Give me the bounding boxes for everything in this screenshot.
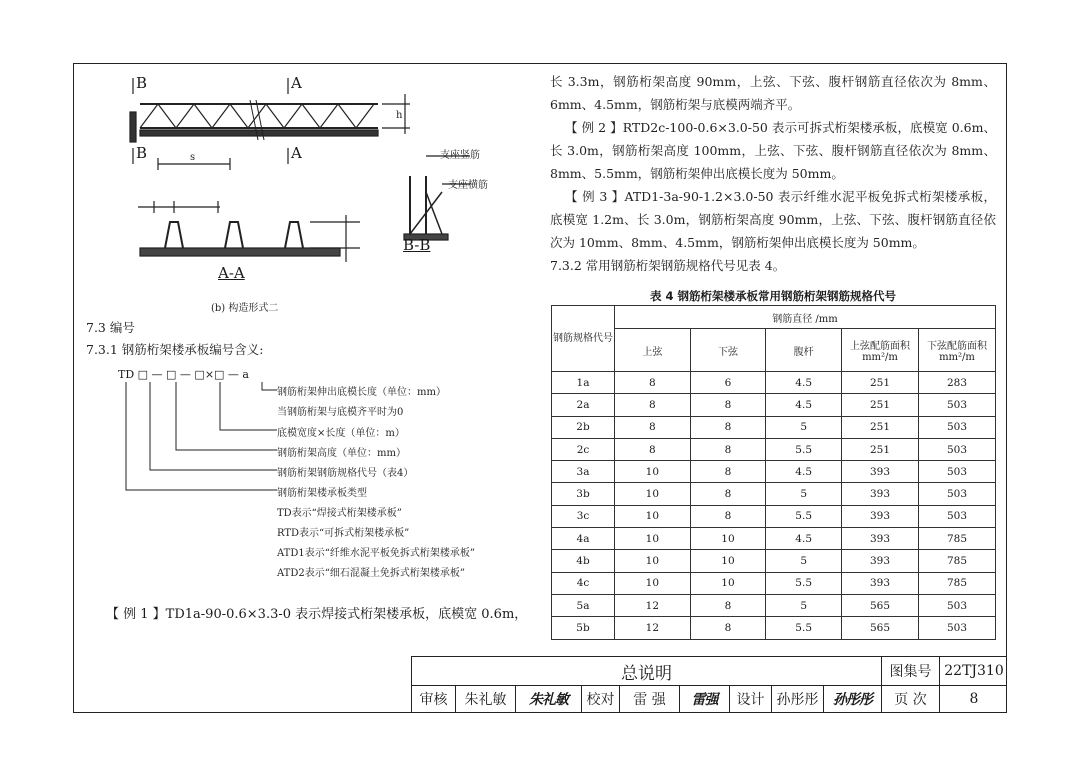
- table-row: [552, 372, 996, 394]
- h-dimension-label: h: [396, 110, 403, 121]
- table-cell: 3a: [552, 461, 615, 483]
- table-cell: 4.5: [766, 461, 842, 483]
- table-cell: 5.5: [766, 572, 842, 594]
- header-diameter: 钢筋直径 /mm: [615, 306, 996, 329]
- table-cell: 4b: [552, 550, 615, 572]
- table-cell: 8: [690, 483, 766, 505]
- table-cell: 10: [690, 550, 766, 572]
- table-cell: 503: [919, 461, 996, 483]
- table-cell: 5a: [552, 594, 615, 616]
- table-cell: 503: [919, 416, 996, 438]
- page-label: 页 次: [882, 685, 940, 713]
- table-cell: 503: [919, 438, 996, 460]
- header-bottom-chord: 下弦: [690, 329, 766, 372]
- figure-caption: (b) 构造形式二: [211, 303, 279, 314]
- section-aa-label: A-A: [218, 264, 245, 282]
- table-cell: 3c: [552, 505, 615, 527]
- check-label: 校对: [582, 685, 620, 713]
- table-cell: 8: [690, 394, 766, 416]
- drawing-title: 总说明: [412, 657, 882, 685]
- legend-item: 钢筋桁架高度（单位：mm）: [277, 448, 406, 459]
- atlas-number: 22TJ310: [944, 663, 1004, 679]
- reviewer-name: 朱礼敏: [456, 685, 516, 713]
- table-caption: 表 4 钢筋桁架楼承板常用钢筋桁架钢筋规格代号: [649, 289, 896, 303]
- table-cell: 10: [615, 505, 691, 527]
- header-code: 钢筋规格代号: [552, 306, 615, 372]
- checker-name: 雷 强: [620, 685, 680, 713]
- table-cell: 5: [766, 594, 842, 616]
- table-row: [552, 461, 996, 483]
- legend-item: ATD1表示“纤维水泥平板免拆式桁架楼承板”: [277, 548, 475, 559]
- table-cell: 393: [842, 505, 919, 527]
- table-cell: 12: [615, 617, 691, 639]
- table-cell: 2b: [552, 416, 615, 438]
- paragraph: 7.3.2 常用钢筋桁架钢筋规格代号见表 4。: [550, 258, 786, 273]
- paragraph: 长 3.3m，钢筋桁架高度 90mm，上弦、下弦、腹杆钢筋直径依次为 8mm、6mm、4.5mm，钢筋桁架与底模两端齐平。: [550, 74, 996, 112]
- header-top-chord: 上弦: [615, 329, 691, 372]
- support-horizontal-label: 支座横筋: [448, 180, 488, 191]
- title-block: [411, 656, 1007, 713]
- table-row: [552, 550, 996, 572]
- table-cell: 10: [615, 528, 691, 550]
- table-cell: 393: [842, 461, 919, 483]
- spec-table: [551, 305, 996, 640]
- table-cell: 8: [690, 438, 766, 460]
- table-cell: 5.5: [766, 438, 842, 460]
- table-cell: 10: [615, 483, 691, 505]
- table-cell: 4.5: [766, 394, 842, 416]
- table-row: [552, 394, 996, 416]
- table-cell: 785: [919, 550, 996, 572]
- example-1-text: 【 例 1 】TD1a-90-0.6×3.3-0 表示焊接式桁架楼承板，底模宽 0.6m，: [106, 607, 528, 622]
- table-cell: 785: [919, 528, 996, 550]
- table-cell: 5.5: [766, 617, 842, 639]
- table-body: [552, 372, 996, 640]
- table-cell: 10: [690, 528, 766, 550]
- table-row: [552, 617, 996, 639]
- table-cell: 503: [919, 505, 996, 527]
- table-cell: 8: [615, 438, 691, 460]
- legend-item: ATD2表示“细石混凝土免拆式桁架楼承板”: [277, 568, 465, 579]
- legend-item: 当钢筋桁架与底模齐平时为0: [277, 407, 404, 418]
- table-cell: 8: [690, 594, 766, 616]
- table-cell: 8: [690, 461, 766, 483]
- reviewer-signature: 朱礼敏: [516, 685, 582, 713]
- designer-name: 孙彤彤: [772, 685, 824, 713]
- table-cell: 5: [766, 416, 842, 438]
- s1-dimension-label: s: [190, 152, 196, 163]
- table-cell: 393: [842, 572, 919, 594]
- table-cell: 10: [690, 572, 766, 594]
- section-mark-a-bot: A: [291, 144, 302, 162]
- table-row: [552, 483, 996, 505]
- table-row: [552, 528, 996, 550]
- header-bottom-area-label: 下弦配筋面积: [927, 341, 987, 352]
- table-row: [552, 438, 996, 460]
- review-label: 审核: [412, 685, 456, 713]
- table-cell: 12: [615, 594, 691, 616]
- legend-item: RTD表示“可拆式桁架楼承板”: [277, 528, 410, 539]
- table-row: [552, 505, 996, 527]
- table-cell: 8: [615, 394, 691, 416]
- table-cell: 8: [615, 416, 691, 438]
- support-vertical-label: 支座竖筋: [440, 150, 480, 161]
- table-cell: 5: [766, 550, 842, 572]
- right-text-block: [550, 70, 996, 277]
- table-cell: 4.5: [766, 528, 842, 550]
- heading-7-3: 7.3 编号: [86, 320, 135, 335]
- table-cell: 283: [919, 372, 996, 394]
- paragraph: 【 例 2 】RTD2c-100-0.6×3.0-50 表示可拆式桁架楼承板，底模宽 0.6m、长 3.0m，钢筋桁架高度 100mm，上弦、下弦、腹杆钢筋直径依次为 8mm、8mm、5.5mm，钢筋桁架伸出底模长度为 50mm。: [550, 120, 996, 181]
- header-web: 腹杆: [766, 329, 842, 372]
- header-top-area-label: 上弦配筋面积: [850, 341, 910, 352]
- table-cell: 503: [919, 617, 996, 639]
- table-cell: 503: [919, 483, 996, 505]
- header-unit: mm²/m: [862, 352, 898, 363]
- section-mark-a-top: A: [291, 74, 302, 92]
- table-cell: 393: [842, 483, 919, 505]
- header-unit: mm²/m: [939, 352, 975, 363]
- table-row: [552, 416, 996, 438]
- design-label: 设计: [730, 685, 772, 713]
- table-cell: 393: [842, 528, 919, 550]
- table-cell: 10: [615, 572, 691, 594]
- table-cell: 2a: [552, 394, 615, 416]
- page-number: 8: [969, 691, 979, 707]
- table-cell: 503: [919, 594, 996, 616]
- section-mark-b-bot: B: [136, 144, 148, 162]
- heading-7-3-1: 7.3.1 钢筋桁架楼承板编号含义:: [86, 342, 264, 357]
- table-cell: 251: [842, 372, 919, 394]
- designer-signature: 孙彤彤: [824, 685, 882, 713]
- header-bottom-area: [919, 329, 996, 372]
- table-row: [552, 594, 996, 616]
- table-cell: 251: [842, 394, 919, 416]
- legend-item: 底模宽度×长度（单位：m）: [277, 428, 405, 439]
- table-cell: 565: [842, 594, 919, 616]
- legend-item: 钢筋桁架伸出底模长度（单位：mm）: [277, 387, 446, 398]
- table-cell: 4a: [552, 528, 615, 550]
- atlas-label: 图集号: [882, 657, 940, 685]
- table-row: [552, 572, 996, 594]
- table-cell: 5b: [552, 617, 615, 639]
- table-cell: 6: [690, 372, 766, 394]
- header-top-area: [842, 329, 919, 372]
- table-cell: 785: [919, 572, 996, 594]
- section-mark-b-top: B: [136, 74, 148, 92]
- code-leader-lines: [120, 378, 280, 498]
- table-cell: 8: [690, 505, 766, 527]
- legend-item: TD表示“焊接式桁架楼承板”: [277, 508, 402, 519]
- legend-item: 钢筋桁架钢筋规格代号（表4）: [277, 468, 414, 479]
- table-cell: 2c: [552, 438, 615, 460]
- table-cell: 1a: [552, 372, 615, 394]
- table-cell: 503: [919, 394, 996, 416]
- table-cell: 565: [842, 617, 919, 639]
- paragraph: 【 例 3 】ATD1-3a-90-1.2×3.0-50 表示纤维水泥平板免拆式桁架楼承板，底模宽 1.2m、长 3.0m，钢筋桁架高度 90mm，上弦、下弦、腹杆钢筋直径依次为 10mm、8mm、4.5mm，钢筋桁架伸出底模长度为 50mm。: [550, 189, 996, 250]
- legend-item: 钢筋桁架楼承板类型: [277, 488, 367, 499]
- table-cell: 3b: [552, 483, 615, 505]
- table-cell: 4.5: [766, 372, 842, 394]
- table-cell: 8: [690, 416, 766, 438]
- table-cell: 5: [766, 483, 842, 505]
- truss-diagram: [110, 72, 530, 312]
- table-cell: 251: [842, 438, 919, 460]
- code-pattern: TD □ — □ — □×□ — a: [118, 368, 249, 381]
- table-cell: 251: [842, 416, 919, 438]
- table-cell: 5.5: [766, 505, 842, 527]
- table-cell: 4c: [552, 572, 615, 594]
- table-cell: 10: [615, 461, 691, 483]
- table-cell: 8: [615, 372, 691, 394]
- table-cell: 8: [690, 617, 766, 639]
- section-bb-label: B-B: [403, 236, 431, 254]
- table-cell: 10: [615, 550, 691, 572]
- table-cell: 393: [842, 550, 919, 572]
- checker-signature: 雷强: [680, 685, 730, 713]
